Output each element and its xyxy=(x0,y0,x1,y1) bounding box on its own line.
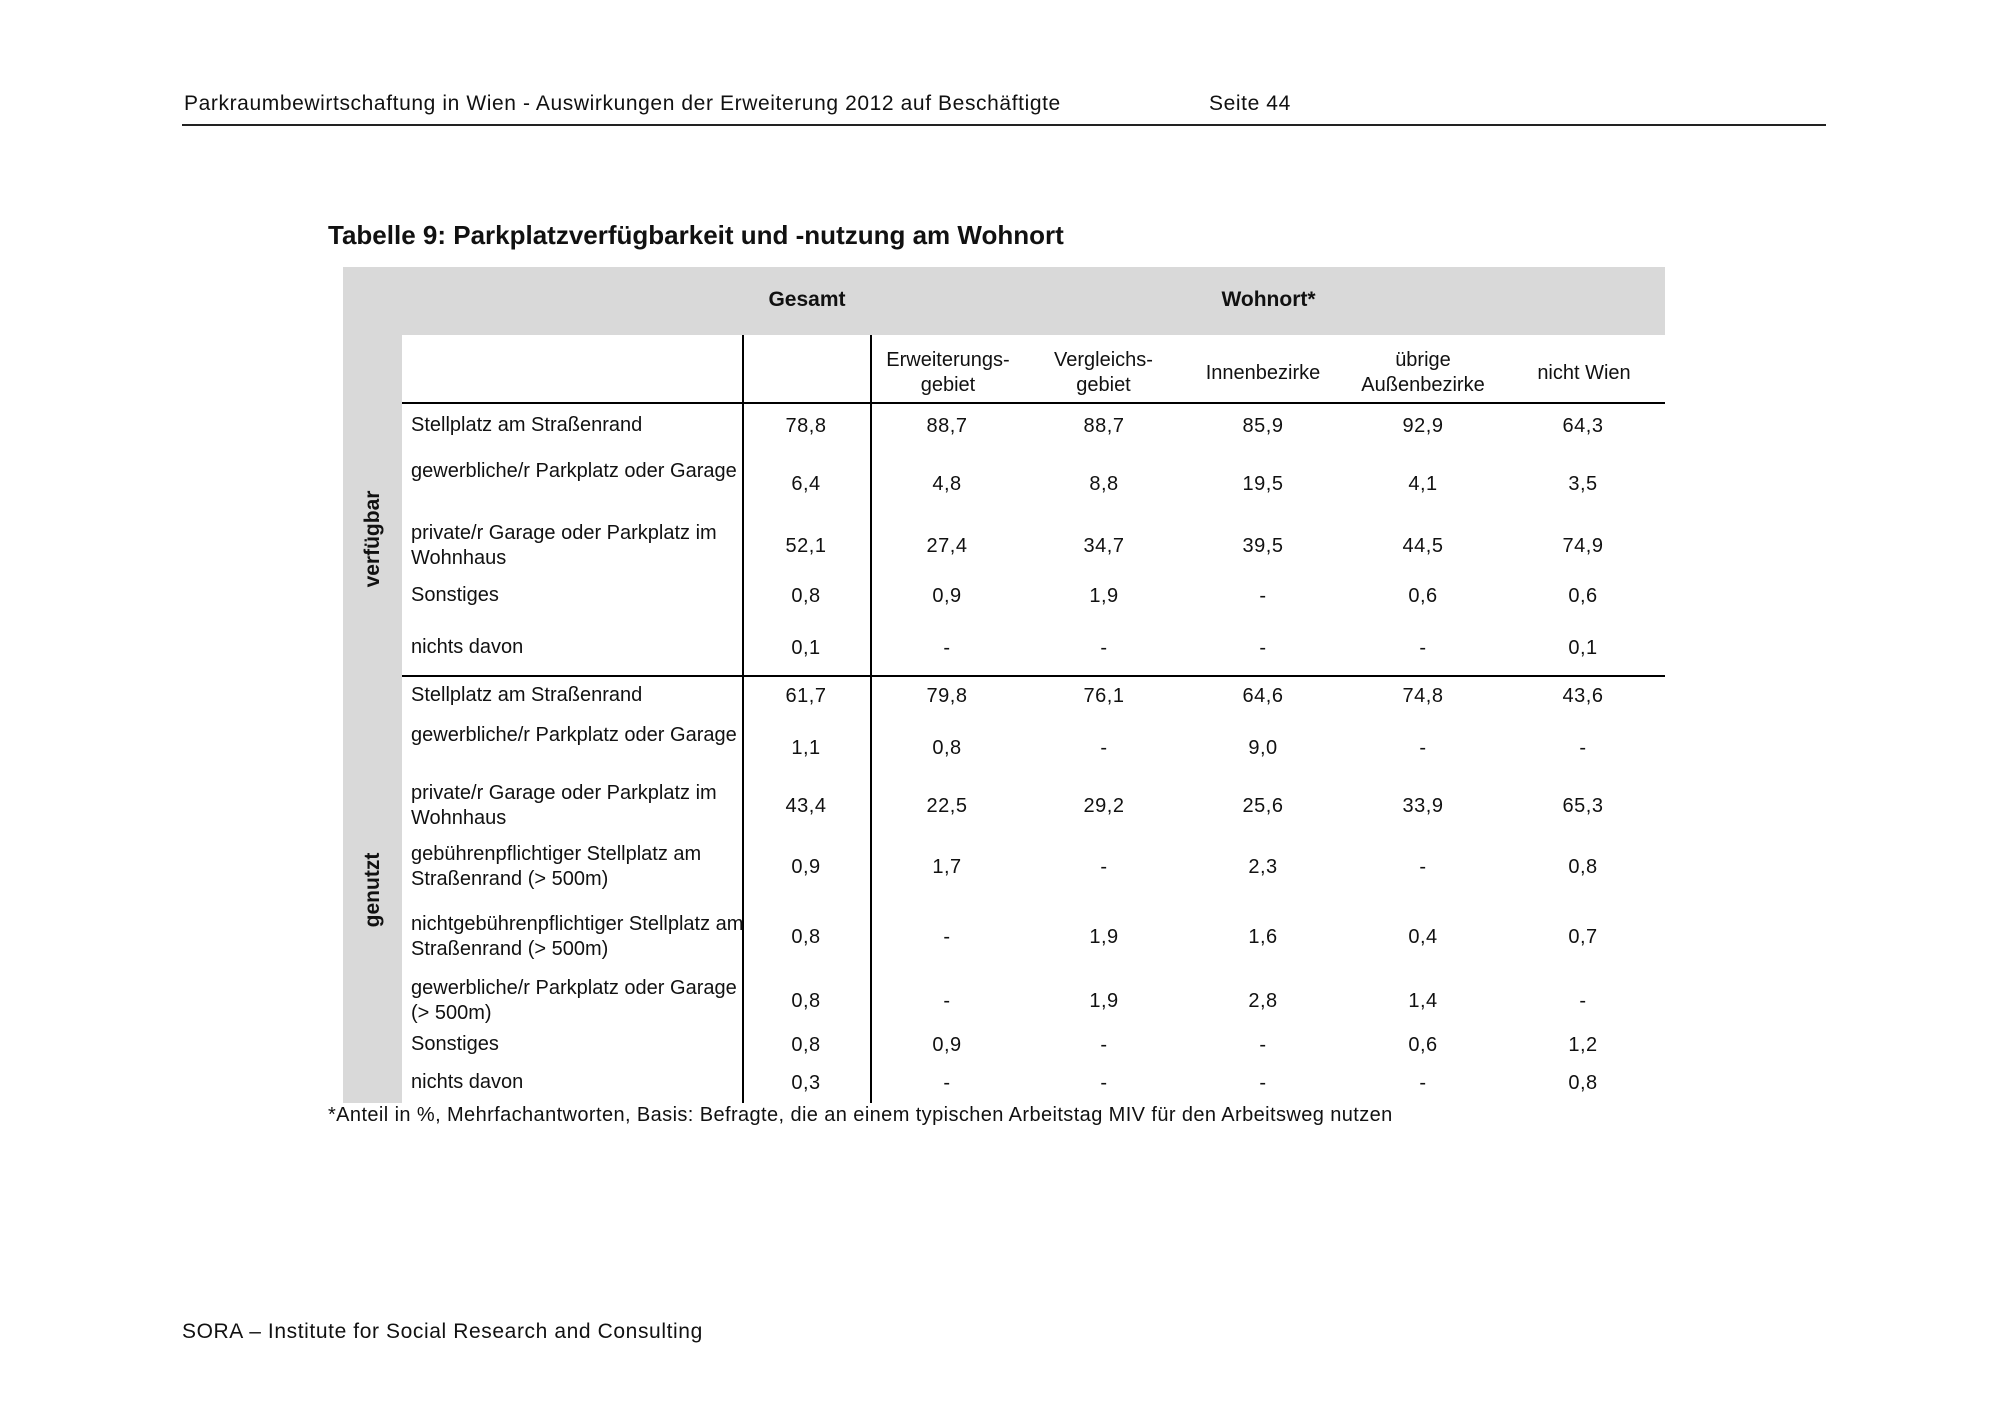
row-label: gewerbliche/r Parkplatz oder Garage xyxy=(411,724,737,746)
cell-value: 33,9 xyxy=(1402,795,1444,817)
cell-value: 76,1 xyxy=(1083,685,1125,707)
cell-gesamt: 0,8 xyxy=(791,1034,821,1056)
cell-value: - xyxy=(1419,637,1427,659)
cell-value: 1,9 xyxy=(1089,990,1119,1012)
cell-value: - xyxy=(1579,990,1587,1012)
row-label: nichts davon xyxy=(411,1071,524,1093)
cell-value: 0,1 xyxy=(1568,637,1598,659)
cell-gesamt: 0,8 xyxy=(791,585,821,607)
cell-value: 85,9 xyxy=(1242,415,1284,437)
cell-gesamt: 52,1 xyxy=(785,535,827,557)
cell-value: 4,1 xyxy=(1408,473,1438,495)
row-label: nichtgebührenpflichtiger Stellplatz am Straßenrand (> 500m) xyxy=(411,913,744,960)
cell-gesamt: 0,8 xyxy=(791,926,821,948)
row-label: private/r Garage oder Parkplatz im Wohnhaus xyxy=(411,522,717,569)
cell-value: 0,6 xyxy=(1408,1034,1438,1056)
header-gesamt: Gesamt xyxy=(768,288,846,311)
page-number: Seite 44 xyxy=(1209,92,1291,115)
cell-value: 79,8 xyxy=(926,685,968,707)
cell-value: - xyxy=(1100,637,1108,659)
cell-value: 0,4 xyxy=(1408,926,1438,948)
cell-value: - xyxy=(1259,1034,1267,1056)
group-label-genutzt: genutzt xyxy=(360,852,384,928)
cell-value: 92,9 xyxy=(1402,415,1444,437)
cell-value: - xyxy=(1259,637,1267,659)
cell-value: - xyxy=(1419,856,1427,878)
header-wohnort: Wohnort* xyxy=(1221,288,1316,311)
cell-value: 88,7 xyxy=(1083,415,1125,437)
cell-value: 0,9 xyxy=(932,1034,962,1056)
cell-gesamt: 0,9 xyxy=(791,856,821,878)
row-label: private/r Garage oder Parkplatz im Wohnhaus xyxy=(411,782,717,829)
column-header: Vergleichs- gebiet xyxy=(1054,349,1153,396)
cell-value: 2,3 xyxy=(1248,856,1278,878)
cell-value: - xyxy=(943,637,951,659)
cell-value: - xyxy=(1100,1034,1108,1056)
cell-gesamt: 78,8 xyxy=(785,415,827,437)
cell-value: 88,7 xyxy=(926,415,968,437)
cell-value: 1,6 xyxy=(1248,926,1278,948)
cell-value: 1,2 xyxy=(1568,1034,1598,1056)
row-label: gewerbliche/r Parkplatz oder Garage (> 500m) xyxy=(411,977,737,1024)
cell-value: - xyxy=(1419,737,1427,759)
cell-value: - xyxy=(1259,1072,1267,1094)
cell-value: 8,8 xyxy=(1089,473,1119,495)
row-label: Sonstiges xyxy=(411,1033,499,1055)
cell-gesamt: 6,4 xyxy=(791,473,821,495)
cell-value: 0,8 xyxy=(1568,1072,1598,1094)
group-label-verfuegbar: verfügbar xyxy=(360,490,384,588)
cell-value: 0,8 xyxy=(1568,856,1598,878)
cell-value: 64,6 xyxy=(1242,685,1284,707)
cell-value: 29,2 xyxy=(1083,795,1125,817)
cell-value: 0,9 xyxy=(932,585,962,607)
cell-value: 1,4 xyxy=(1408,990,1438,1012)
cell-value: 0,8 xyxy=(932,737,962,759)
page-footer: SORA – Institute for Social Research and Consulting xyxy=(182,1320,703,1343)
cell-gesamt: 0,3 xyxy=(791,1072,821,1094)
cell-value: 1,7 xyxy=(932,856,962,878)
column-header: nicht Wien xyxy=(1537,361,1631,384)
table-footnote: *Anteil in %, Mehrfachantworten, Basis: Befragte, die an einem typischen Arbeitstag MIV für den Arbeitsweg nutzen xyxy=(328,1104,1393,1126)
cell-gesamt: 61,7 xyxy=(785,685,827,707)
cell-value: 25,6 xyxy=(1242,795,1284,817)
document-title: Parkraumbewirtschaftung in Wien - Auswirkungen der Erweiterung 2012 auf Beschäftigte xyxy=(184,92,1061,115)
cell-value: - xyxy=(1419,1072,1427,1094)
cell-value: - xyxy=(1579,737,1587,759)
column-header: Innenbezirke xyxy=(1205,361,1321,384)
cell-value: 0,6 xyxy=(1568,585,1598,607)
cell-value: - xyxy=(1100,856,1108,878)
data-table xyxy=(343,267,1665,1103)
cell-value: - xyxy=(943,1072,951,1094)
cell-value: 22,5 xyxy=(926,795,968,817)
cell-value: 4,8 xyxy=(932,473,962,495)
page-header xyxy=(182,92,1826,126)
cell-gesamt: 43,4 xyxy=(785,795,827,817)
cell-value: 43,6 xyxy=(1562,685,1604,707)
cell-value: 74,8 xyxy=(1402,685,1444,707)
cell-value: 3,5 xyxy=(1568,473,1598,495)
cell-value: 1,9 xyxy=(1089,926,1119,948)
cell-gesamt: 0,1 xyxy=(791,637,821,659)
cell-value: 39,5 xyxy=(1242,535,1284,557)
column-header: Erweiterungs- gebiet xyxy=(886,349,1010,396)
cell-gesamt: 1,1 xyxy=(791,737,821,759)
cell-value: 19,5 xyxy=(1242,473,1284,495)
table-title: Tabelle 9: Parkplatzverfügbarkeit und -nutzung am Wohnort xyxy=(328,220,1064,250)
row-label: gewerbliche/r Parkplatz oder Garage xyxy=(411,460,737,482)
cell-value: 0,6 xyxy=(1408,585,1438,607)
cell-value: - xyxy=(943,926,951,948)
gesamt-column-divider xyxy=(870,335,872,1103)
group-divider xyxy=(402,675,1665,677)
header-divider xyxy=(402,402,1665,404)
cell-gesamt: 0,8 xyxy=(791,990,821,1012)
cell-value: 1,9 xyxy=(1089,585,1119,607)
cell-value: - xyxy=(1100,1072,1108,1094)
cell-value: - xyxy=(943,990,951,1012)
cell-value: 74,9 xyxy=(1562,535,1604,557)
cell-value: 44,5 xyxy=(1402,535,1444,557)
cell-value: 27,4 xyxy=(926,535,968,557)
cell-value: 2,8 xyxy=(1248,990,1278,1012)
row-label: gebührenpflichtiger Stellplatz am Straßenrand (> 500m) xyxy=(411,843,702,890)
cell-value: - xyxy=(1259,585,1267,607)
row-label: Stellplatz am Straßenrand xyxy=(411,414,643,436)
cell-value: 34,7 xyxy=(1083,535,1125,557)
row-label: Sonstiges xyxy=(411,584,499,606)
cell-value: 65,3 xyxy=(1562,795,1604,817)
row-label: Stellplatz am Straßenrand xyxy=(411,684,643,706)
cell-value: 0,7 xyxy=(1568,926,1598,948)
cell-value: 9,0 xyxy=(1248,737,1278,759)
cell-value: 64,3 xyxy=(1562,415,1604,437)
cell-value: - xyxy=(1100,737,1108,759)
row-label: nichts davon xyxy=(411,636,524,658)
column-header: übrige Außenbezirke xyxy=(1361,349,1485,396)
